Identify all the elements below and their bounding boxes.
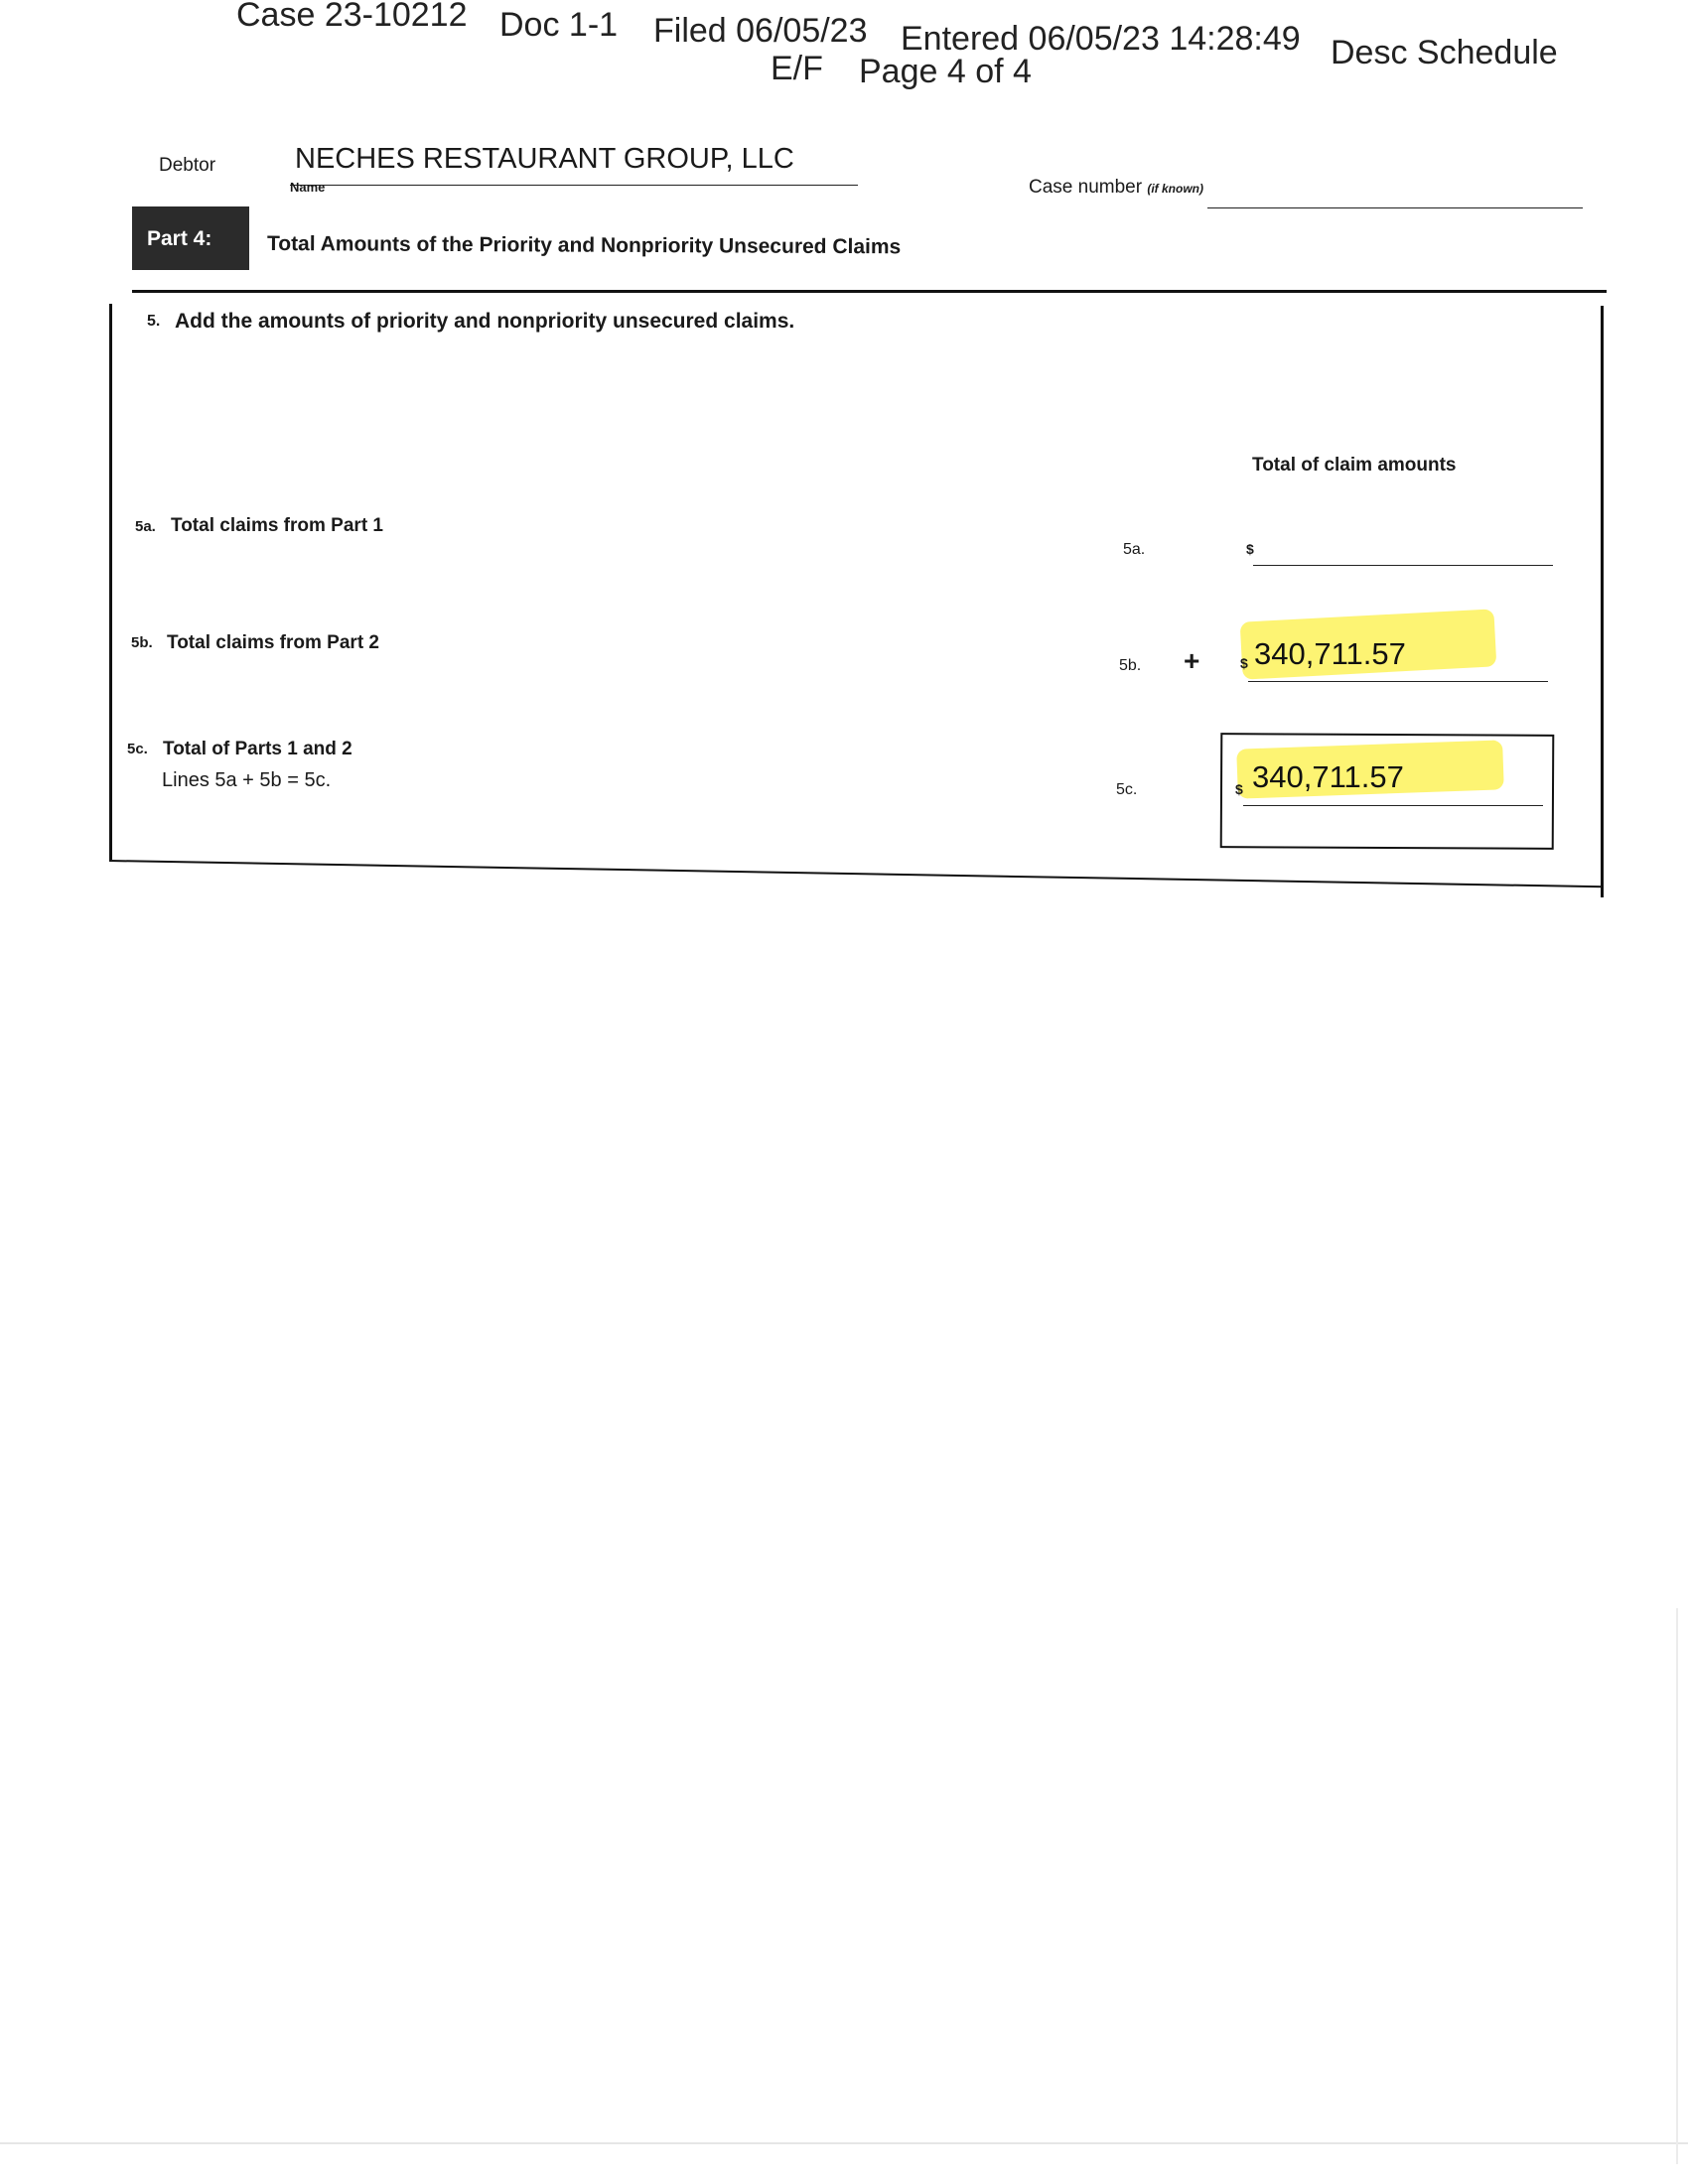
row-5a-key: 5a. — [135, 518, 156, 535]
plus-operator: + — [1184, 645, 1200, 676]
header-ef: E/F — [771, 50, 823, 87]
scan-edge-bottom — [0, 2142, 1688, 2144]
row-5c-label: Total of Parts 1 and 2 — [163, 739, 352, 759]
row-5b-key: 5b. — [131, 634, 153, 651]
row-5b-ref: 5b. — [1119, 657, 1142, 674]
header-entered: Entered 06/05/23 14:28:49 — [901, 20, 1301, 58]
section5-num: 5. — [147, 313, 161, 330]
debtor-name: NECHES RESTAURANT GROUP, LLC — [295, 143, 794, 175]
debtor-label: Debtor — [159, 155, 216, 176]
row-5c-ref: 5c. — [1116, 781, 1138, 798]
row-5c-sublabel: Lines 5a + 5b = 5c. — [162, 769, 332, 791]
header-filed: Filed 06/05/23 — [653, 12, 868, 50]
part4-top-rule — [132, 290, 1607, 293]
section5-heading: Add the amounts of priority and nonpriority unsecured claims. — [175, 310, 795, 333]
row-5a-rule — [1253, 565, 1553, 566]
row-5c-rule — [1243, 805, 1543, 806]
case-number-label: Case number (if known) — [1029, 177, 1203, 198]
part4-badge: Part 4: — [147, 227, 212, 250]
row-5a-currency: $ — [1246, 541, 1254, 557]
debtor-name-rule — [290, 185, 858, 186]
debtor-name-caption: Name — [290, 180, 326, 195]
header-doc: Doc 1-1 — [499, 6, 619, 44]
header-page: Page 4 of 4 — [859, 53, 1032, 90]
column-header: Total of claim amounts — [1252, 455, 1457, 476]
header-case: Case 23-10212 — [236, 0, 468, 34]
case-number-field[interactable] — [1207, 207, 1583, 208]
row-5b-amount[interactable]: 340,711.57 — [1254, 636, 1406, 671]
box-bottom — [109, 860, 1604, 887]
header-desc: Desc Schedule — [1331, 34, 1558, 71]
scan-edge-right — [1676, 1608, 1678, 2164]
box-left — [109, 304, 112, 860]
row-5a-label: Total claims from Part 1 — [171, 515, 383, 536]
box-right — [1601, 306, 1604, 897]
row-5c-key: 5c. — [127, 741, 148, 757]
row-5b-currency: $ — [1240, 655, 1248, 671]
row-5c-currency: $ — [1235, 781, 1243, 797]
row-5b-rule — [1248, 681, 1548, 682]
row-5b-label: Total claims from Part 2 — [167, 632, 379, 653]
part4-title: Total Amounts of the Priority and Nonpriority Unsecured Claims — [266, 232, 902, 259]
row-5c-amount[interactable]: 340,711.57 — [1252, 759, 1404, 794]
row-5a-ref: 5a. — [1123, 541, 1146, 558]
